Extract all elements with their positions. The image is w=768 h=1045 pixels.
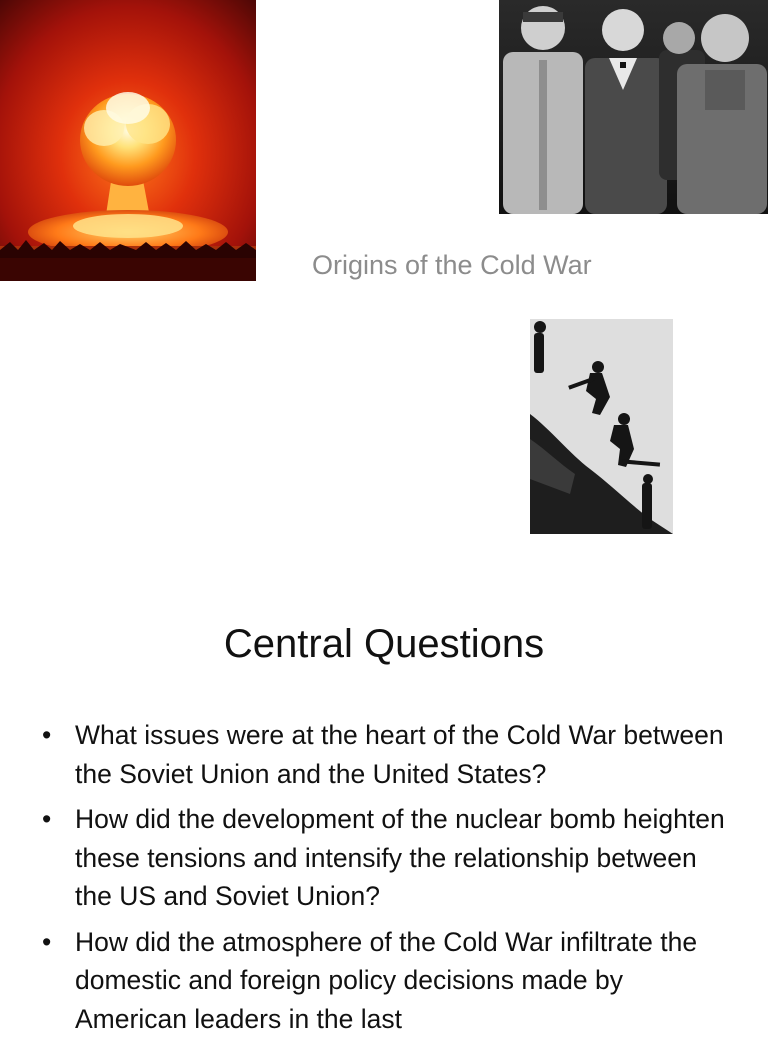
slide-subtitle: Origins of the Cold War [312,250,592,280]
allied-leaders-image [499,0,768,214]
question-text: How did the development of the nuclear bomb heighten these tensions and intensify the relationship between the US and Soviet Union? [75,804,725,911]
central-questions-slide [0,570,768,1034]
question-text: What issues were at the heart of the Cold War between the Soviet Union and the United States? [75,720,724,789]
question-text: How did the atmosphere of the Cold War infiltrate the domestic and foreign policy decisions made by American leaders in the last [75,926,698,1034]
questions-list [40,716,740,1045]
question-item [40,716,740,793]
bullet-icon: • [42,926,52,957]
question-item [40,923,740,1039]
slide-title: Central Questions [223,622,545,666]
bullet-icon: • [42,804,52,834]
bullet-icon: • [42,720,52,750]
nuclear-explosion-image [0,0,256,281]
soldiers-hillside-image [530,319,673,534]
question-item [40,800,740,916]
